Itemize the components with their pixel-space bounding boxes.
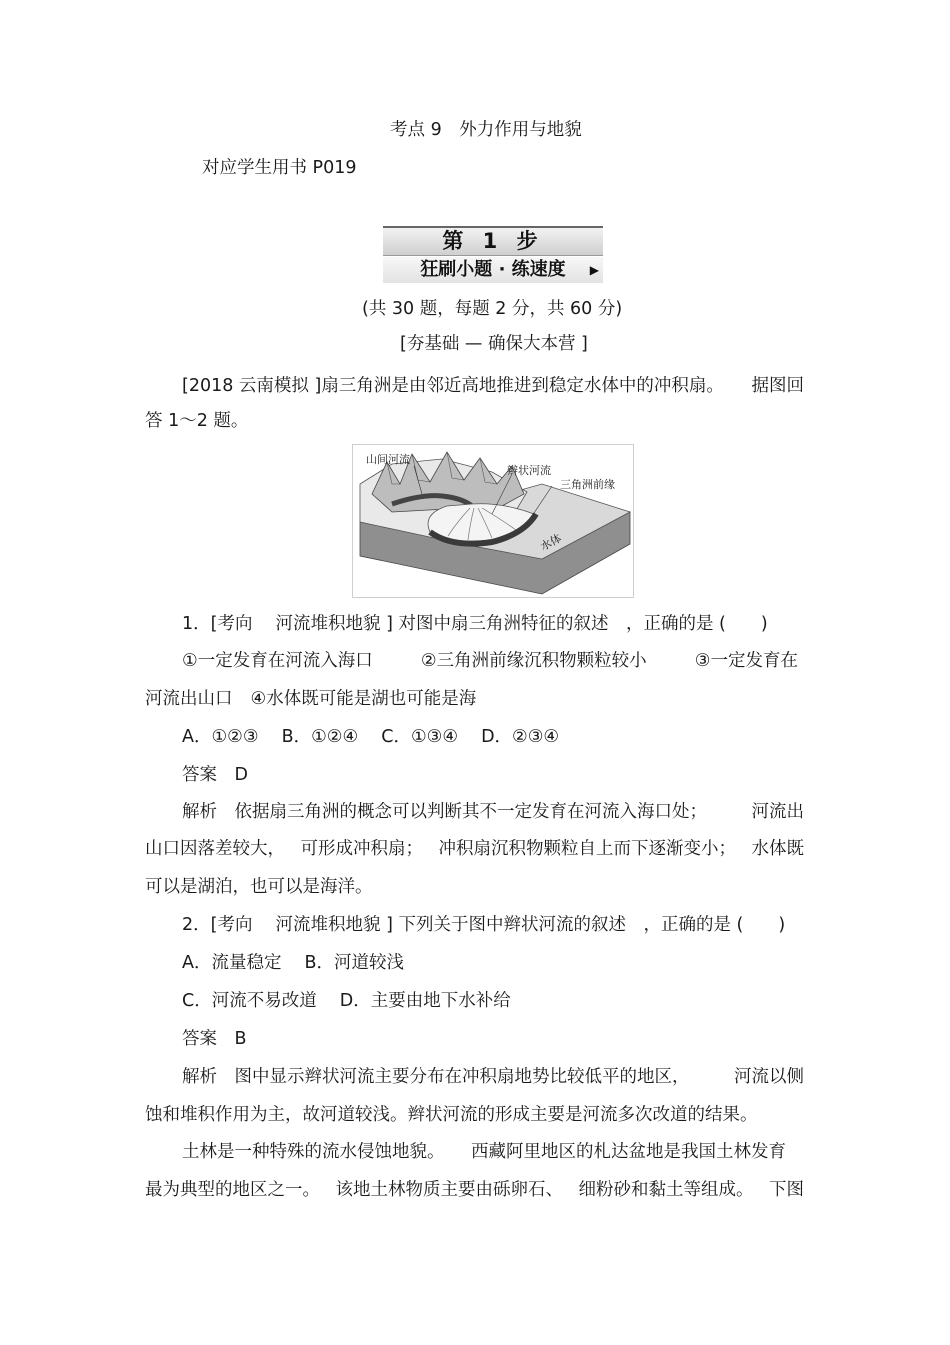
q2-exp-1a: 解析 图中显示辫状河流主要分布在冲积扇地势比较低平的地区， <box>182 1067 690 1087</box>
intro-line-2: 答 1～2 题。 <box>145 411 249 431</box>
outro-2c: 细粉砂和黏土等组成。 <box>578 1180 754 1200</box>
outro-line-2 <box>145 1179 804 1201</box>
q1-exp-2d: 水体既 <box>751 839 804 859</box>
outro-2b: 该地土林物质主要由砾卵石、 <box>335 1180 563 1200</box>
q1-choices: A．①②③ B．①②④ C．①③④ D．②③④ <box>182 727 560 747</box>
page-title: 考点 9 外力作用与地貌 <box>390 120 582 140</box>
q1-answer: 答案 D <box>182 765 248 785</box>
intro-line-1 <box>182 375 804 397</box>
q2-answer: 答案 B <box>182 1029 247 1049</box>
outro-2a: 最为典型的地区之一。 <box>145 1180 320 1200</box>
q1-option-1: ①一定发育在河流入海口 <box>182 651 373 671</box>
q2-options-ab: A．流量稳定 B．河道较浅 <box>182 953 405 973</box>
q1-exp-2a: 山口因落差较大， <box>145 839 285 859</box>
q2-options-cd: C．河流不易改道 D．主要由地下水补给 <box>182 991 511 1011</box>
q1-options-line-2 <box>145 688 476 710</box>
outro-1b: 西藏阿里地区的札达盆地是我国土林发育 <box>471 1142 786 1162</box>
outro-1a: 土林是一种特殊的流水侵蚀地貌。 <box>182 1142 445 1162</box>
q2-exp-1b: 河流以侧 <box>734 1067 804 1087</box>
q1-option-3: ③一定发育在 <box>694 651 798 671</box>
q1-explanation-line-1 <box>182 801 804 823</box>
q2-explanation-line-1 <box>182 1066 804 1088</box>
outro-line-1 <box>182 1141 786 1163</box>
label-water-body: 水体 <box>538 531 564 554</box>
step-banner <box>383 226 603 284</box>
step-title: 第 1 步 <box>383 226 603 256</box>
label-mountain-river: 山间河流 <box>366 453 410 466</box>
outro-2d: 下图 <box>769 1180 804 1200</box>
q1-explanation-line-3: 可以是湖泊，也可以是海洋。 <box>145 877 373 897</box>
intro-text-b: 据图回 <box>751 376 804 396</box>
summary-text: (共 30 题，每题 2 分，共 60 分) <box>362 299 623 319</box>
section-heading: [夯基础 — 确保大本营 ] <box>400 334 588 354</box>
label-delta-front: 三角洲前缘 <box>560 478 615 491</box>
q1-exp-1a: 解析 依据扇三角洲的概念可以判断其不一定发育在河流入海口处； <box>182 802 707 822</box>
q1-option-4: ④水体既可能是湖也可能是海 <box>250 689 477 709</box>
q1-exp-1b: 河流出 <box>751 802 804 822</box>
q1-option-3-cont: 河流出山口 <box>145 689 233 709</box>
intro-text-a: [2018 云南模拟 ]扇三角洲是由邻近高地推进到稳定水体中的冲积扇。 <box>182 376 724 396</box>
fan-delta-diagram <box>352 444 634 598</box>
q2-explanation-line-2: 蚀和堆积作用为主，故河道较浅。辫状河流的形成主要是河流多次改道的结果。 <box>145 1105 758 1125</box>
q1-option-2: ②三角洲前缘沉积物颗粒较小 <box>420 651 647 671</box>
page-subtitle: 对应学生用书 P019 <box>202 158 357 178</box>
right-arrow-icon: ▶ <box>589 263 599 277</box>
label-braided-river: 辫状河流 <box>507 464 551 477</box>
step-slogan: 狂刷小题 · 练速度 <box>383 257 603 283</box>
fan-delta-figure <box>352 444 634 598</box>
q1-exp-2b: 可形成冲积扇； <box>300 839 423 859</box>
q1-exp-2c: 冲积扇沉积物颗粒自上而下逐渐变小； <box>438 839 736 859</box>
q1-options-line <box>182 650 798 672</box>
q1-stem: 1．[考向 河流堆积地貌 ] 对图中扇三角洲特征的叙述 ，正确的是 ( ) <box>182 614 768 634</box>
q1-explanation-line-2 <box>145 838 804 860</box>
q2-stem: 2．[考向 河流堆积地貌 ] 下列关于图中辫状河流的叙述 ，正确的是 ( ) <box>182 915 786 935</box>
